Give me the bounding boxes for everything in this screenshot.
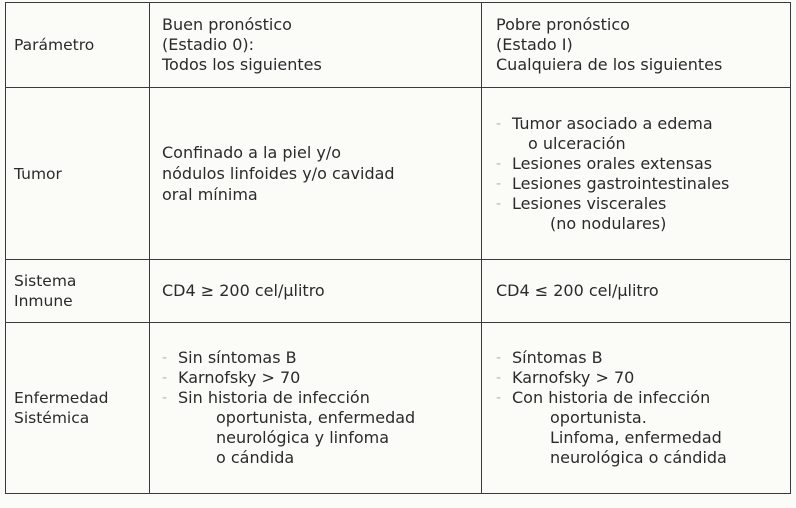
bullet-dash: - [496, 115, 502, 132]
bullet-dash: - [496, 175, 502, 192]
list-item-line: oportunista. [550, 408, 647, 427]
list-item [162, 368, 481, 388]
list-item-line: Karnofsky > 70 [512, 368, 635, 387]
list-item-line: neurológica y linfoma [216, 428, 390, 447]
list-item-line: Tumor asociado a edema [512, 113, 713, 133]
tumor-good-line: nódulos linfoides y/o cavidad [162, 164, 395, 183]
list-item-line: Karnofsky > 70 [178, 368, 301, 387]
list-item-line: Linfoma, enfermedad [550, 428, 722, 447]
list-item [162, 348, 481, 368]
tumor-good-line: oral mínima [162, 185, 258, 204]
list-item-line: Sin historia de infección [178, 388, 370, 407]
header-param: Parámetro [14, 36, 95, 54]
list-item [496, 348, 790, 368]
header-good-line: Buen pronóstico [162, 15, 292, 34]
header-poor-line: Cualquiera de los siguientes [496, 55, 723, 74]
tumor-good-line: Confinado a la piel y/o [162, 143, 342, 162]
header-param-cell [6, 3, 150, 88]
list-item-line: Síntomas B [512, 348, 603, 367]
inmune-label-cell [6, 260, 150, 323]
list-item [496, 154, 790, 174]
list-item [496, 388, 790, 468]
header-poor-line: Pobre pronóstico [496, 15, 630, 34]
list-item-line: oportunista, enfermedad [216, 408, 416, 427]
bullet-dash: - [162, 350, 168, 366]
tumor-row [6, 88, 791, 260]
sistemica-poor-cell [482, 323, 791, 494]
bullet-dash: - [496, 390, 502, 406]
header-row [6, 3, 791, 88]
list-item-line: o ulceración [528, 133, 626, 153]
tumor-poor-list [496, 114, 790, 234]
header-good-line: (Estadio 0): [162, 35, 255, 54]
sistemica-label-line: Sistémica [14, 409, 90, 427]
inmune-row [6, 260, 791, 323]
list-item [496, 194, 790, 234]
sistemica-good-list [162, 348, 481, 468]
list-item-line: (no nodulares) [550, 213, 667, 233]
tumor-good-cell [150, 88, 482, 260]
sistemica-poor-list [496, 348, 790, 468]
list-item [496, 114, 790, 154]
bullet-dash: - [496, 195, 502, 212]
prognosis-table [5, 2, 791, 494]
inmune-label-line: Inmune [14, 292, 73, 310]
sistemica-row [6, 323, 791, 494]
inmune-poor-value: CD4 ≤ 200 cel/µlitro [496, 281, 659, 300]
inmune-poor-cell [482, 260, 791, 323]
bullet-dash: - [496, 370, 502, 386]
inmune-good-value: CD4 ≥ 200 cel/µlitro [162, 281, 325, 300]
list-item-line: Lesiones orales extensas [512, 153, 713, 173]
sistemica-label-line: Enfermedad [14, 389, 109, 407]
header-poor-line: (Estado I) [496, 35, 573, 54]
header-good-line: Todos los siguientes [162, 55, 322, 74]
list-item-line: Lesiones viscerales [512, 193, 667, 213]
tumor-label-cell [6, 88, 150, 260]
sistemica-label-cell [6, 323, 150, 494]
list-item-line: neurológica o cándida [550, 448, 727, 467]
list-item-line: Lesiones gastrointestinales [512, 173, 730, 193]
list-item-line: Con historia de infección [512, 388, 711, 407]
bullet-dash: - [162, 370, 168, 386]
list-item [496, 368, 790, 388]
sistemica-good-cell [150, 323, 482, 494]
list-item-line: o cándida [216, 448, 295, 467]
bullet-dash: - [496, 155, 502, 172]
list-item [496, 174, 790, 194]
bullet-dash: - [162, 390, 168, 406]
list-item-line: Sin síntomas B [178, 348, 297, 367]
inmune-good-cell [150, 260, 482, 323]
tumor-label: Tumor [14, 164, 62, 183]
tumor-poor-cell [482, 88, 791, 260]
inmune-label-line: Sistema [14, 272, 77, 290]
bullet-dash: - [496, 350, 502, 366]
header-good-cell [150, 3, 482, 88]
header-poor-cell [482, 3, 791, 88]
list-item [162, 388, 481, 468]
